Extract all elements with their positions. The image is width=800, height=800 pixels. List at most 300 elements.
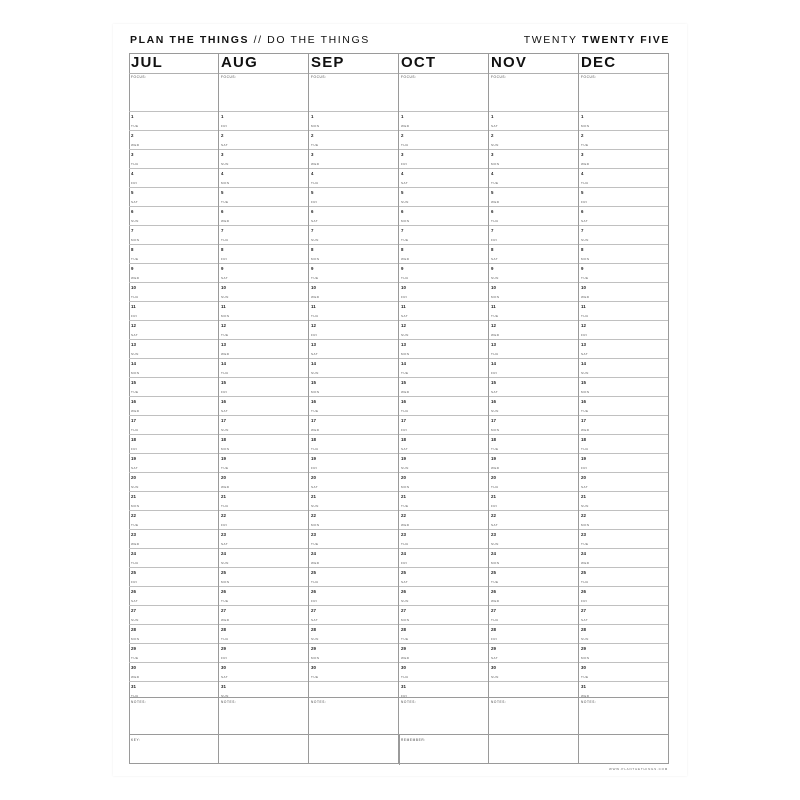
day-number: 31 <box>581 684 586 689</box>
day-cell[interactable] <box>309 529 398 548</box>
day-cell[interactable] <box>579 548 668 567</box>
day-cell[interactable] <box>129 453 218 472</box>
day-number: 27 <box>581 608 586 613</box>
day-cell[interactable] <box>399 301 488 320</box>
day-cell[interactable] <box>489 282 578 301</box>
day-number: 8 <box>131 247 134 252</box>
day-of-week: SUN <box>131 352 139 356</box>
day-cell[interactable] <box>219 586 308 605</box>
day-of-week: SAT <box>221 143 229 147</box>
day-of-week: SAT <box>221 542 229 546</box>
day-cell[interactable] <box>399 605 488 624</box>
day-cell[interactable] <box>309 377 398 396</box>
day-cell[interactable] <box>309 149 398 168</box>
day-cell[interactable] <box>309 662 398 681</box>
day-cell[interactable] <box>489 415 578 434</box>
day-cell[interactable] <box>579 605 668 624</box>
day-cell[interactable] <box>399 624 488 643</box>
day-cell[interactable] <box>309 244 398 263</box>
day-number: 29 <box>311 646 316 651</box>
day-number: 20 <box>491 475 496 480</box>
day-cell[interactable] <box>129 472 218 491</box>
day-cell[interactable] <box>309 130 398 149</box>
day-of-week: TUE <box>401 637 409 641</box>
day-cell[interactable] <box>129 662 218 681</box>
day-cell[interactable] <box>219 396 308 415</box>
day-cell[interactable] <box>129 396 218 415</box>
day-cell[interactable] <box>489 396 578 415</box>
day-cell[interactable] <box>579 662 668 681</box>
day-cell[interactable] <box>489 662 578 681</box>
day-cell[interactable] <box>129 244 218 263</box>
day-of-week: TUE <box>491 314 499 318</box>
day-number: 17 <box>491 418 496 423</box>
day-cell[interactable] <box>579 643 668 662</box>
day-cell[interactable] <box>219 510 308 529</box>
day-cell[interactable] <box>309 453 398 472</box>
day-cell[interactable] <box>399 662 488 681</box>
day-cell[interactable] <box>489 168 578 187</box>
day-number: 31 <box>221 684 226 689</box>
day-cell[interactable] <box>309 282 398 301</box>
day-cell[interactable] <box>129 187 218 206</box>
day-cell[interactable] <box>399 491 488 510</box>
day-cell[interactable] <box>219 282 308 301</box>
day-cell[interactable] <box>219 187 308 206</box>
day-number: 31 <box>401 684 406 689</box>
day-cell[interactable] <box>579 415 668 434</box>
day-cell[interactable] <box>309 548 398 567</box>
day-cell[interactable] <box>309 491 398 510</box>
day-of-week: TUE <box>131 523 139 527</box>
day-cell[interactable] <box>489 605 578 624</box>
day-cell[interactable] <box>309 586 398 605</box>
day-of-week: SUN <box>311 238 319 242</box>
day-number: 28 <box>401 627 406 632</box>
day-cell[interactable] <box>399 168 488 187</box>
day-of-week: MON <box>581 390 590 394</box>
day-cell[interactable] <box>129 491 218 510</box>
day-of-week: SAT <box>311 352 319 356</box>
day-cell[interactable] <box>489 548 578 567</box>
day-of-week: MON <box>401 219 410 223</box>
day-number: 11 <box>401 304 406 309</box>
day-cell[interactable] <box>579 244 668 263</box>
day-cell[interactable] <box>309 301 398 320</box>
day-number: 18 <box>311 437 316 442</box>
day-number: 21 <box>221 494 226 499</box>
day-of-week: SUN <box>491 675 499 679</box>
day-number: 15 <box>221 380 226 385</box>
day-of-week: SUN <box>311 371 319 375</box>
day-cell[interactable] <box>399 529 488 548</box>
day-cell[interactable] <box>129 358 218 377</box>
day-cell[interactable] <box>579 320 668 339</box>
day-cell[interactable] <box>489 187 578 206</box>
day-cell[interactable] <box>489 111 578 130</box>
day-cell[interactable] <box>309 187 398 206</box>
day-number: 15 <box>401 380 406 385</box>
day-number: 13 <box>491 342 496 347</box>
day-cell[interactable] <box>309 415 398 434</box>
day-cell[interactable] <box>489 491 578 510</box>
day-of-week: TUE <box>581 143 589 147</box>
day-cell[interactable] <box>129 605 218 624</box>
day-cell[interactable] <box>489 377 578 396</box>
day-cell[interactable] <box>129 282 218 301</box>
day-cell[interactable] <box>489 624 578 643</box>
day-cell[interactable] <box>129 225 218 244</box>
day-number: 28 <box>491 627 496 632</box>
day-cell[interactable] <box>399 567 488 586</box>
day-of-week: TUE <box>131 390 139 394</box>
day-number: 6 <box>581 209 584 214</box>
day-cell[interactable] <box>399 377 488 396</box>
day-number: 1 <box>221 114 224 119</box>
day-cell[interactable] <box>309 339 398 358</box>
day-cell[interactable] <box>489 339 578 358</box>
day-cell[interactable] <box>309 510 398 529</box>
day-cell[interactable] <box>579 339 668 358</box>
day-number: 24 <box>401 551 406 556</box>
day-cell[interactable] <box>219 244 308 263</box>
day-number: 10 <box>581 285 586 290</box>
day-cell[interactable] <box>489 529 578 548</box>
day-number: 28 <box>581 627 586 632</box>
day-cell[interactable] <box>219 491 308 510</box>
day-cell[interactable] <box>129 206 218 225</box>
day-cell[interactable] <box>219 472 308 491</box>
day-cell[interactable] <box>399 396 488 415</box>
day-cell[interactable] <box>129 263 218 282</box>
day-cell[interactable] <box>129 586 218 605</box>
day-number: 19 <box>491 456 496 461</box>
day-number: 5 <box>401 190 404 195</box>
day-of-week: FRI <box>491 504 498 508</box>
day-cell[interactable] <box>399 320 488 339</box>
day-cell[interactable] <box>489 301 578 320</box>
day-cell[interactable] <box>399 586 488 605</box>
day-cell[interactable] <box>219 320 308 339</box>
day-number: 20 <box>131 475 136 480</box>
day-cell[interactable] <box>579 263 668 282</box>
day-number: 27 <box>221 608 226 613</box>
day-cell[interactable] <box>219 225 308 244</box>
day-number: 7 <box>221 228 224 233</box>
day-of-week: TUE <box>581 675 589 679</box>
day-of-week: TUE <box>581 409 589 413</box>
day-of-week: MON <box>131 637 140 641</box>
day-cell[interactable] <box>129 510 218 529</box>
month-column-sep <box>309 53 399 764</box>
day-number: 18 <box>221 437 226 442</box>
day-of-week: WED <box>581 295 590 299</box>
day-cell[interactable] <box>129 111 218 130</box>
day-cell[interactable] <box>219 548 308 567</box>
day-number: 24 <box>311 551 316 556</box>
day-of-week: FRI <box>131 181 138 185</box>
day-of-week: WED <box>131 276 140 280</box>
day-cell[interactable] <box>579 358 668 377</box>
day-number: 26 <box>221 589 226 594</box>
day-cell[interactable] <box>579 529 668 548</box>
day-cell[interactable] <box>309 396 398 415</box>
day-number: 21 <box>131 494 136 499</box>
day-of-week: MON <box>581 257 590 261</box>
day-cell[interactable] <box>309 225 398 244</box>
day-of-week: SAT <box>131 200 139 204</box>
day-cell[interactable] <box>489 453 578 472</box>
day-cell[interactable] <box>309 472 398 491</box>
day-of-week: SUN <box>491 276 499 280</box>
day-of-week: FRI <box>491 238 498 242</box>
day-of-week: MON <box>131 371 140 375</box>
day-number: 14 <box>221 361 226 366</box>
day-cell[interactable] <box>309 206 398 225</box>
day-of-week: MON <box>401 485 410 489</box>
day-cell[interactable] <box>399 244 488 263</box>
day-of-week: SUN <box>311 637 319 641</box>
day-number: 7 <box>401 228 404 233</box>
day-cell[interactable] <box>309 320 398 339</box>
day-cell[interactable] <box>489 149 578 168</box>
day-cell[interactable] <box>309 111 398 130</box>
day-cell[interactable] <box>129 301 218 320</box>
day-cell[interactable] <box>219 149 308 168</box>
day-cell[interactable] <box>399 510 488 529</box>
day-number: 16 <box>581 399 586 404</box>
day-of-week: SAT <box>401 447 409 451</box>
day-cell[interactable] <box>129 377 218 396</box>
day-cell[interactable] <box>579 510 668 529</box>
day-cell[interactable] <box>579 130 668 149</box>
day-of-week: SAT <box>581 352 589 356</box>
day-cell[interactable] <box>489 586 578 605</box>
day-number: 19 <box>131 456 136 461</box>
day-cell[interactable] <box>129 548 218 567</box>
day-cell[interactable] <box>219 206 308 225</box>
day-cell[interactable] <box>489 643 578 662</box>
day-cell[interactable] <box>309 168 398 187</box>
day-cell[interactable] <box>579 187 668 206</box>
day-cell[interactable] <box>219 624 308 643</box>
day-cell[interactable] <box>219 662 308 681</box>
day-cell[interactable] <box>489 244 578 263</box>
day-of-week: SUN <box>581 238 589 242</box>
day-of-week: THU <box>491 219 499 223</box>
day-of-week: FRI <box>311 466 318 470</box>
day-cell[interactable] <box>579 301 668 320</box>
day-cell[interactable] <box>489 510 578 529</box>
day-cell[interactable] <box>129 434 218 453</box>
day-cell[interactable] <box>219 434 308 453</box>
focus-label: FOCUS: <box>491 75 507 79</box>
day-cell[interactable] <box>399 187 488 206</box>
day-cell[interactable] <box>489 358 578 377</box>
day-cell[interactable] <box>579 434 668 453</box>
day-number: 12 <box>131 323 136 328</box>
day-number: 27 <box>311 608 316 613</box>
day-cell[interactable] <box>399 434 488 453</box>
day-cell[interactable] <box>579 377 668 396</box>
day-cell[interactable] <box>579 111 668 130</box>
day-number: 28 <box>221 627 226 632</box>
day-cell[interactable] <box>219 111 308 130</box>
day-cell[interactable] <box>219 453 308 472</box>
notes-label: NOTES: <box>581 700 597 704</box>
day-cell[interactable] <box>129 529 218 548</box>
title-bold: PLAN THE THINGS <box>130 34 250 46</box>
day-number: 4 <box>401 171 404 176</box>
day-cell[interactable] <box>399 548 488 567</box>
day-cell[interactable] <box>399 111 488 130</box>
day-number: 12 <box>401 323 406 328</box>
day-cell[interactable] <box>129 320 218 339</box>
day-number: 7 <box>491 228 494 233</box>
day-cell[interactable] <box>219 339 308 358</box>
day-of-week: SAT <box>491 523 499 527</box>
day-number: 30 <box>131 665 136 670</box>
day-of-week: WED <box>581 162 590 166</box>
day-cell[interactable] <box>129 168 218 187</box>
month-name: OCT <box>401 54 437 71</box>
day-of-week: TUE <box>401 371 409 375</box>
day-of-week: SUN <box>581 371 589 375</box>
day-cell[interactable] <box>219 415 308 434</box>
day-cell[interactable] <box>129 624 218 643</box>
day-cell[interactable] <box>399 643 488 662</box>
day-cell[interactable] <box>219 168 308 187</box>
day-of-week: FRI <box>581 599 588 603</box>
day-of-week: WED <box>401 390 410 394</box>
day-cell[interactable] <box>309 263 398 282</box>
day-cell[interactable] <box>489 472 578 491</box>
day-of-week: TUE <box>311 276 319 280</box>
day-cell[interactable] <box>219 567 308 586</box>
day-cell[interactable] <box>579 624 668 643</box>
day-cell[interactable] <box>219 377 308 396</box>
day-cell[interactable] <box>489 567 578 586</box>
day-of-week: WED <box>401 257 410 261</box>
day-cell[interactable] <box>579 491 668 510</box>
day-of-week: SAT <box>311 219 319 223</box>
day-cell[interactable] <box>219 263 308 282</box>
day-cell[interactable] <box>399 339 488 358</box>
day-number: 6 <box>131 209 134 214</box>
day-number: 4 <box>491 171 494 176</box>
day-of-week: TUE <box>311 675 319 679</box>
day-cell[interactable] <box>579 586 668 605</box>
day-cell[interactable] <box>489 263 578 282</box>
day-of-week: THU <box>311 314 319 318</box>
day-cell[interactable] <box>399 225 488 244</box>
day-number: 25 <box>131 570 136 575</box>
day-cell[interactable] <box>309 605 398 624</box>
day-number: 6 <box>401 209 404 214</box>
planner-year <box>524 33 670 47</box>
day-cell[interactable] <box>399 453 488 472</box>
day-cell[interactable] <box>399 282 488 301</box>
day-of-week: FRI <box>221 523 228 527</box>
day-number: 27 <box>131 608 136 613</box>
day-of-week: TUE <box>311 409 319 413</box>
day-of-week: SUN <box>221 428 229 432</box>
day-number: 18 <box>131 437 136 442</box>
day-cell[interactable] <box>489 225 578 244</box>
day-number: 2 <box>491 133 494 138</box>
day-cell[interactable] <box>579 149 668 168</box>
day-of-week: SUN <box>581 637 589 641</box>
day-number: 12 <box>491 323 496 328</box>
day-number: 15 <box>581 380 586 385</box>
day-cell[interactable] <box>129 643 218 662</box>
day-cell[interactable] <box>579 168 668 187</box>
day-cell[interactable] <box>399 206 488 225</box>
day-of-week: FRI <box>401 162 408 166</box>
day-number: 21 <box>401 494 406 499</box>
day-cell[interactable] <box>579 206 668 225</box>
day-cell[interactable] <box>129 149 218 168</box>
day-cell[interactable] <box>399 130 488 149</box>
day-of-week: SUN <box>221 295 229 299</box>
day-cell[interactable] <box>309 358 398 377</box>
day-cell[interactable] <box>219 605 308 624</box>
day-cell[interactable] <box>129 415 218 434</box>
day-cell[interactable] <box>219 130 308 149</box>
day-number: 12 <box>311 323 316 328</box>
day-cell[interactable] <box>219 529 308 548</box>
day-number: 25 <box>221 570 226 575</box>
notes-label: NOTES: <box>221 700 237 704</box>
day-cell[interactable] <box>219 358 308 377</box>
day-cell[interactable] <box>399 415 488 434</box>
day-cell[interactable] <box>489 206 578 225</box>
day-cell[interactable] <box>579 567 668 586</box>
day-cell[interactable] <box>219 301 308 320</box>
day-cell[interactable] <box>399 472 488 491</box>
day-of-week: SAT <box>581 485 589 489</box>
day-cell[interactable] <box>309 643 398 662</box>
day-cell[interactable] <box>579 453 668 472</box>
day-cell[interactable] <box>129 567 218 586</box>
day-cell[interactable] <box>489 130 578 149</box>
day-number: 1 <box>491 114 494 119</box>
day-cell[interactable] <box>309 624 398 643</box>
day-cell[interactable] <box>579 396 668 415</box>
day-cell[interactable] <box>489 320 578 339</box>
day-of-week: WED <box>131 675 140 679</box>
day-cell[interactable] <box>129 130 218 149</box>
day-cell[interactable] <box>399 263 488 282</box>
day-cell[interactable] <box>309 567 398 586</box>
day-cell[interactable] <box>579 225 668 244</box>
day-number: 10 <box>221 285 226 290</box>
day-number: 25 <box>491 570 496 575</box>
day-number: 17 <box>131 418 136 423</box>
day-cell[interactable] <box>489 434 578 453</box>
day-number: 23 <box>491 532 496 537</box>
day-cell[interactable] <box>399 358 488 377</box>
day-cell[interactable] <box>219 643 308 662</box>
day-cell[interactable] <box>579 282 668 301</box>
day-cell[interactable] <box>579 472 668 491</box>
day-cell[interactable] <box>309 434 398 453</box>
day-of-week: SAT <box>311 485 319 489</box>
day-number: 30 <box>311 665 316 670</box>
day-cell[interactable] <box>399 149 488 168</box>
day-cell[interactable] <box>129 339 218 358</box>
day-of-week: WED <box>401 523 410 527</box>
